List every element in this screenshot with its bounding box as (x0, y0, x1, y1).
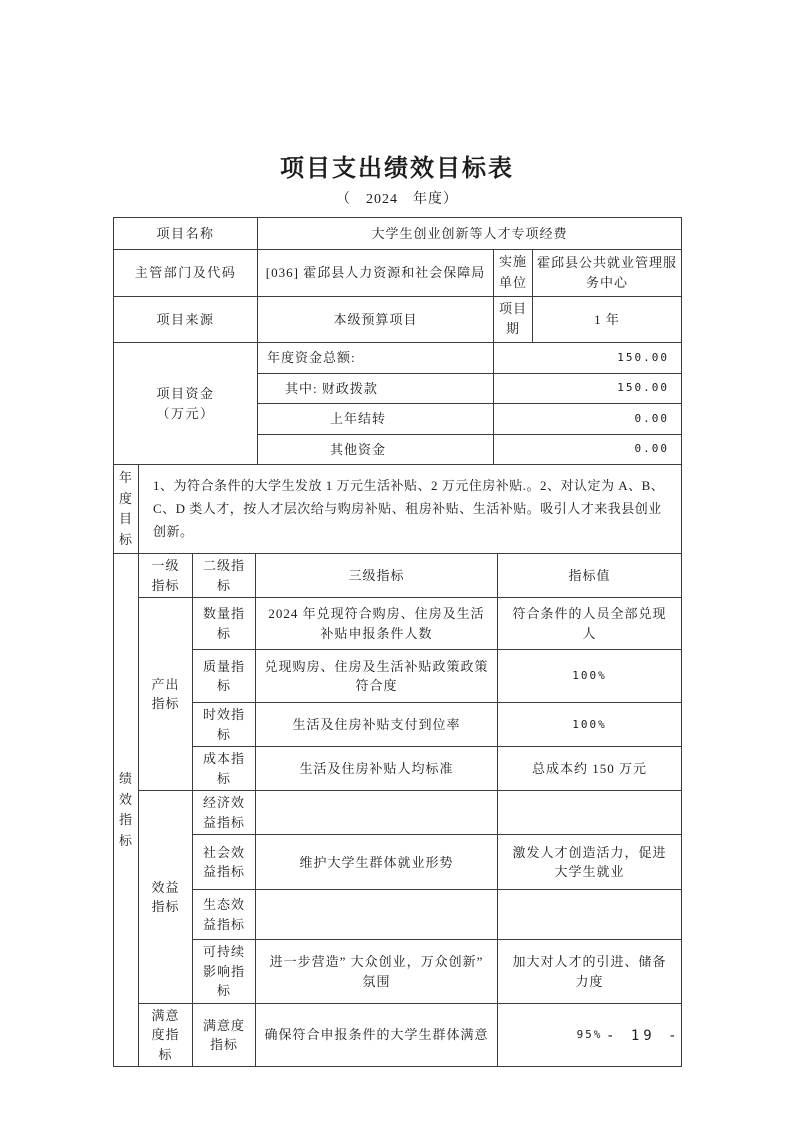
indicator-level3: 确保符合申报条件的大学生群体满意 (256, 1003, 498, 1067)
indicator-value (498, 890, 682, 940)
indicator-value: 加大对人才的引进、储备力度 (498, 940, 682, 1004)
funds-label-line1: 项目资金 (156, 386, 215, 402)
indicator-level2: 数量指标 (193, 598, 256, 650)
annual-goal-label: 年度目标 (114, 465, 139, 554)
performance-target-table (113, 217, 681, 1067)
indicator-level2: 满意度指标 (193, 1003, 256, 1067)
indicator-level3: 生活及住房补贴支付到位率 (256, 703, 498, 747)
group-output-label: 产出指标 (139, 598, 193, 791)
indicator-value: 100% (498, 650, 682, 703)
header-level1: 一级指标 (139, 554, 193, 598)
funds-total-label: 年度资金总额: (258, 343, 494, 374)
dept-label: 主管部门及代码 (114, 250, 258, 297)
indicator-level2: 可持续影响指标 (193, 940, 256, 1004)
source-value: 本级预算项目 (258, 296, 494, 343)
funds-fiscal-value: 150.00 (494, 374, 682, 404)
annual-goal-text: 1、为符合条件的大学生发放 1 万元生活补贴、2 万元住房补贴.。2、对认定为 A、B、C、D 类人才，按人才层次给与购房补贴、租房补贴、生活补贴。吸引人才来我县创业创新。 (139, 465, 682, 554)
page-subtitle: （ 2024 年度） (336, 192, 458, 207)
funds-other-label: 其他资金 (258, 435, 494, 465)
indicator-level3 (256, 791, 498, 835)
page-number: - 19 - (606, 1028, 681, 1044)
funds-carryover-label: 上年结转 (258, 404, 494, 435)
funds-other-value: 0.00 (494, 435, 682, 465)
indicator-level3 (256, 890, 498, 940)
indicator-value: 符合条件的人员全部兑现人 (498, 598, 682, 650)
indicator-value: 激发人才创造活力，促进大学生就业 (498, 835, 682, 890)
indicator-level3: 进一步营造” 大众创业，万众创新” 氛围 (256, 940, 498, 1004)
indicator-level2: 社会效益指标 (193, 835, 256, 890)
indicator-level2: 时效指标 (193, 703, 256, 747)
indicator-level3: 2024 年兑现符合购房、住房及生活补贴申报条件人数 (256, 598, 498, 650)
indicator-level3: 维护大学生群体就业形势 (256, 835, 498, 890)
indicator-value: 总成本约 150 万元 (498, 747, 682, 791)
indicator-value: 100% (498, 703, 682, 747)
impl-unit-label: 实施单位 (494, 250, 533, 297)
funds-label (114, 343, 258, 465)
header-value: 指标值 (498, 554, 682, 598)
impl-unit-value: 霍邱县公共就业管理服务中心 (533, 250, 682, 297)
header-level3: 三级指标 (256, 554, 498, 598)
funds-fiscal-label: 其中: 财政拨款 (258, 374, 494, 404)
period-value: 1 年 (533, 296, 682, 343)
project-name-label: 项目名称 (114, 218, 258, 250)
dept-value: [036] 霍邱县人力资源和社会保障局 (258, 250, 494, 297)
page-title: 项目支出绩效目标表 (280, 156, 514, 182)
indicators-side-label: 绩效指标 (114, 554, 139, 1067)
indicator-level3: 生活及住房补贴人均标准 (256, 747, 498, 791)
group-benefit-label: 效益指标 (139, 791, 193, 1004)
indicator-level2: 生态效益指标 (193, 890, 256, 940)
indicator-value (498, 791, 682, 835)
header-level2: 二级指标 (193, 554, 256, 598)
indicators-table (113, 553, 682, 1067)
indicator-value: 95% (498, 1003, 682, 1067)
group-satisfaction-label: 满意度指标 (139, 1003, 193, 1067)
source-label: 项目来源 (114, 296, 258, 343)
indicator-level3: 兑现购房、住房及生活补贴政策政策符合度 (256, 650, 498, 703)
funds-label-line2: （万元） (156, 405, 215, 421)
indicator-level2: 成本指标 (193, 747, 256, 791)
period-label: 项目期 (494, 296, 533, 343)
annual-goal-table (113, 464, 682, 554)
funds-carryover-value: 0.00 (494, 404, 682, 435)
funds-total-value: 150.00 (494, 343, 682, 374)
project-info-table (113, 217, 682, 465)
indicator-level2: 质量指标 (193, 650, 256, 703)
project-name-value: 大学生创业创新等人才专项经费 (258, 218, 682, 250)
indicator-level2: 经济效益指标 (193, 791, 256, 835)
